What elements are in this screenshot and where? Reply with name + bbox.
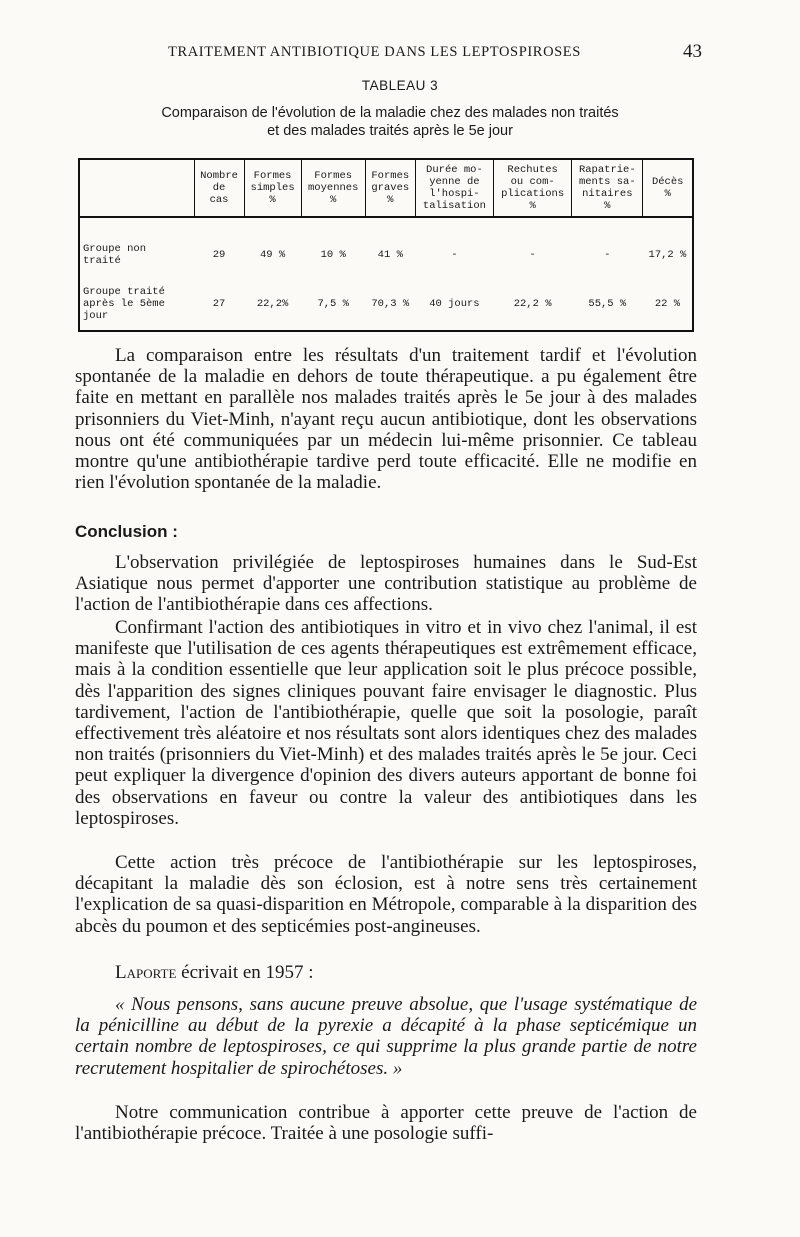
laporte-intro: écrivait en 1957 : [181, 962, 314, 983]
table-cell: 7,5 % [317, 298, 349, 310]
comparison-table [78, 158, 694, 332]
conclusion-heading: Conclusion : [75, 522, 178, 541]
author-laporte: Laporte [115, 962, 177, 983]
quotation: « Nous pensons, sans aucune preuve absolue, que l'usage systématique de la pénicilline au début de la pyrexie a décapité à la phase septicémique un certain nombre de leptospiroses, ce qui supprime la plus grande partie de notre recrutement hospitalier de spirochétoses. » [75, 994, 697, 1079]
table-cell: 70,3 % [371, 298, 410, 310]
table-caption-line-1: Comparaison de l'évolution de la maladie chez des malades non traités [161, 105, 619, 121]
table-caption-line-2: et des malades traités après le 5e jour [267, 123, 513, 139]
paragraph-communication: Notre communication contribue à apporter cette preuve de l'action de l'antibiothérapie précoce. Traitée à une posologie suffi- [75, 1102, 697, 1145]
table-cell: 17,2 % [648, 249, 687, 261]
paragraph-laporte [75, 962, 697, 983]
col-rechutes: Rechutes ou com- plications % [494, 159, 572, 217]
paragraph-comparison: La comparaison entre les résultats d'un traitement tardif et l'évolution spontanée de la maladie en dehors de toute thérapeutique. a pu également être faite en mettant en parallèle nos malades traités après le 5e jour à des malades prisonniers du Viet-Minh, n'ayant reçu aucun antibiotique, dont les observations nous ont été communiquées par un médecin lui-même prisonnier. Ce tableau montre qu'une antibiothérapie tardive perd toute efficacité. Elle ne modifie en rien l'évolution spontanée de la maladie. [75, 345, 697, 494]
table-cell: 10 % [320, 249, 346, 261]
row-header-corner [79, 159, 194, 217]
col-rapatriements: Rapatrie- ments sa- nitaires % [572, 159, 643, 217]
running-title: TRAITEMENT ANTIBIOTIQUE DANS LES LEPTOSPIROSES [168, 44, 581, 60]
col-formes-simples: Formes simples % [244, 159, 301, 217]
table-cell: 22 % [654, 298, 681, 310]
col-formes-moyennes: Formes moyennes % [301, 159, 365, 217]
table-cell: 41 % [377, 249, 403, 261]
table-row [79, 217, 693, 278]
col-duree-hospitalisation: Durée mo- yenne de l'hospi- talisation [415, 159, 493, 217]
paragraph-observation: L'observation privilégiée de leptospiroses humaines dans le Sud-Est Asiatique nous permet d'apporter une contribution statistique au problème de l'action de l'antibiothérapie dans ces affections. [75, 552, 697, 616]
table-cell: 40 jours [429, 298, 480, 310]
table-cell: 55,5 % [588, 298, 627, 310]
table-caption [110, 104, 670, 140]
table-cell: 49 % [259, 249, 286, 261]
table-cell: 27 [212, 298, 226, 310]
col-formes-graves: Formes graves % [365, 159, 415, 217]
table-cell: - [451, 249, 458, 261]
table-header-row [79, 159, 693, 217]
table-cell: - [604, 249, 611, 261]
table-cell: - [529, 249, 536, 261]
table-cell: 22,2% [256, 298, 289, 310]
table-row [79, 278, 693, 331]
table-label: TABLEAU 3 [361, 78, 439, 93]
paragraph-confirmant: Confirmant l'action des antibiotiques in vitro et in vivo chez l'animal, il est manifeste que l'utilisation de ces agents thérapeutiques est extrêmement efficace, mais à la condition essentielle que leur application soit le plus précoce possible, dès l'apparition des signes cliniques pouvant faire envisager le diagnostic. Plus tardivement, l'action de l'antibiothérapie, quelle que soit la posologie, paraît effectivement très aléatoire et nos résultats sont alors identiques chez des malades non traités (prisonniers du Viet-Minh) et des malades traités après le 5e jour. Ceci peut expliquer la divergence d'opinion des divers auteurs apportant de bonne foi des observations en faveur ou contre la valeur des antibiotiques dans les leptospiroses. [75, 617, 697, 829]
page-number: 43 [683, 41, 702, 62]
table-cell: 22,2 % [513, 298, 552, 310]
row-label-non-traite: Groupe non traité [83, 243, 147, 267]
row-label-traite: Groupe traité après le 5ème jour [83, 286, 165, 322]
col-nombre-de-cas: Nombre de cas [194, 159, 244, 217]
table-cell: 29 [212, 249, 226, 261]
col-deces: Décès % [643, 159, 693, 217]
paragraph-action-precoce: Cette action très précoce de l'antibiothérapie sur les leptospiroses, décapitant la maladie dès son éclosion, est à notre sens très certainement l'explication de sa quasi-disparition en Métropole, comparable à la disparition des abcès du poumon et des septicémies post-angineuses. [75, 852, 697, 937]
